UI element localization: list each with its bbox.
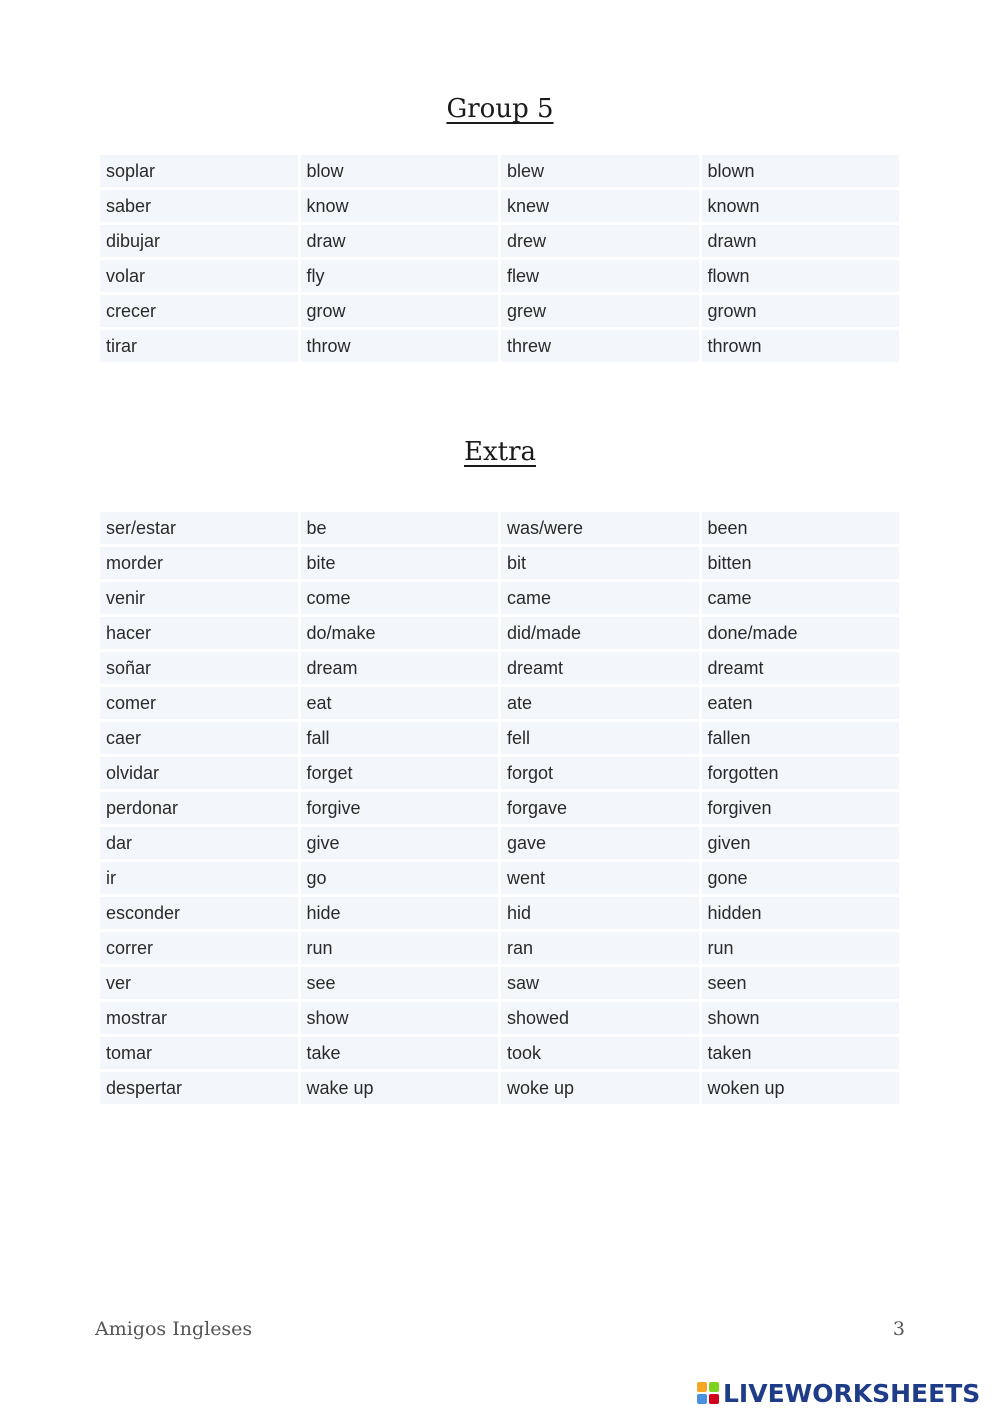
table-cell: despertar xyxy=(100,1072,298,1104)
table-cell: seen xyxy=(702,967,900,999)
table-cell: be xyxy=(301,512,499,544)
table-cell: forgiven xyxy=(702,792,900,824)
table-cell: given xyxy=(702,827,900,859)
table-cell: done/made xyxy=(702,617,900,649)
table-row xyxy=(100,155,899,187)
footer-book-title: Amigos Ingleses xyxy=(95,1318,253,1340)
extra-table xyxy=(97,509,902,1107)
table-cell: fall xyxy=(301,722,499,754)
table-cell: went xyxy=(501,862,699,894)
table-cell: eat xyxy=(301,687,499,719)
table-cell: bit xyxy=(501,547,699,579)
table-cell: soñar xyxy=(100,652,298,684)
table-row xyxy=(100,827,899,859)
table-cell: dibujar xyxy=(100,225,298,257)
table-row xyxy=(100,512,899,544)
table-cell: saber xyxy=(100,190,298,222)
table-cell: gone xyxy=(702,862,900,894)
table-cell: perdonar xyxy=(100,792,298,824)
table-cell: draw xyxy=(301,225,499,257)
table-cell: thrown xyxy=(702,330,900,362)
table-cell: came xyxy=(501,582,699,614)
table-row xyxy=(100,1072,899,1104)
table-row xyxy=(100,547,899,579)
table-row xyxy=(100,1002,899,1034)
table-cell: grow xyxy=(301,295,499,327)
table-cell: woke up xyxy=(501,1072,699,1104)
table-cell: correr xyxy=(100,932,298,964)
table-cell: took xyxy=(501,1037,699,1069)
table-cell: grew xyxy=(501,295,699,327)
table-cell: forgave xyxy=(501,792,699,824)
logo-square-3 xyxy=(697,1394,707,1404)
table-cell: give xyxy=(301,827,499,859)
table-cell: threw xyxy=(501,330,699,362)
table-cell: showed xyxy=(501,1002,699,1034)
table-cell: flew xyxy=(501,260,699,292)
table-cell: forgive xyxy=(301,792,499,824)
table-cell: been xyxy=(702,512,900,544)
table-row xyxy=(100,1037,899,1069)
table-cell: shown xyxy=(702,1002,900,1034)
table-cell: ir xyxy=(100,862,298,894)
table-cell: knew xyxy=(501,190,699,222)
table-row xyxy=(100,932,899,964)
table-cell: did/made xyxy=(501,617,699,649)
table-cell: tomar xyxy=(100,1037,298,1069)
table-cell: soplar xyxy=(100,155,298,187)
table-row xyxy=(100,897,899,929)
table-cell: dreamt xyxy=(501,652,699,684)
table-row xyxy=(100,260,899,292)
table-cell: take xyxy=(301,1037,499,1069)
table-cell: bite xyxy=(301,547,499,579)
liveworksheets-logo-icon xyxy=(697,1382,719,1404)
table-cell: go xyxy=(301,862,499,894)
table-row xyxy=(100,582,899,614)
table-cell: known xyxy=(702,190,900,222)
table-cell: run xyxy=(702,932,900,964)
page-number: 3 xyxy=(892,1318,905,1340)
table-cell: hidden xyxy=(702,897,900,929)
table-cell: hacer xyxy=(100,617,298,649)
table-cell: tirar xyxy=(100,330,298,362)
table-row xyxy=(100,967,899,999)
table-cell: ver xyxy=(100,967,298,999)
table-cell: wake up xyxy=(301,1072,499,1104)
table-cell: grown xyxy=(702,295,900,327)
table-cell: flown xyxy=(702,260,900,292)
table-row xyxy=(100,330,899,362)
table-cell: comer xyxy=(100,687,298,719)
table-cell: morder xyxy=(100,547,298,579)
table-cell: fly xyxy=(301,260,499,292)
table-cell: saw xyxy=(501,967,699,999)
table-cell: dar xyxy=(100,827,298,859)
table-cell: fallen xyxy=(702,722,900,754)
table-row xyxy=(100,617,899,649)
table-row xyxy=(100,722,899,754)
table-row xyxy=(100,225,899,257)
liveworksheets-logo[interactable] xyxy=(697,1378,980,1408)
table-cell: hid xyxy=(501,897,699,929)
table-cell: throw xyxy=(301,330,499,362)
table-cell: mostrar xyxy=(100,1002,298,1034)
extra-title: Extra xyxy=(463,437,537,467)
table-cell: hide xyxy=(301,897,499,929)
table-cell: came xyxy=(702,582,900,614)
table-cell: blown xyxy=(702,155,900,187)
table-cell: taken xyxy=(702,1037,900,1069)
table-cell: eaten xyxy=(702,687,900,719)
table-cell: blew xyxy=(501,155,699,187)
table-row xyxy=(100,757,899,789)
table-cell: forgot xyxy=(501,757,699,789)
table-row xyxy=(100,652,899,684)
group5-table xyxy=(97,152,902,365)
table-cell: was/were xyxy=(501,512,699,544)
table-cell: see xyxy=(301,967,499,999)
table-row xyxy=(100,295,899,327)
table-cell: volar xyxy=(100,260,298,292)
table-cell: come xyxy=(301,582,499,614)
table-cell: do/make xyxy=(301,617,499,649)
table-row xyxy=(100,862,899,894)
table-cell: drawn xyxy=(702,225,900,257)
logo-text: LIVEWORKSHEETS xyxy=(723,1378,981,1408)
table-cell: know xyxy=(301,190,499,222)
logo-square-4 xyxy=(709,1394,719,1404)
table-cell: caer xyxy=(100,722,298,754)
table-cell: blow xyxy=(301,155,499,187)
logo-square-2 xyxy=(709,1382,719,1392)
table-cell: ran xyxy=(501,932,699,964)
table-row xyxy=(100,190,899,222)
table-cell: dreamt xyxy=(702,652,900,684)
table-cell: forget xyxy=(301,757,499,789)
table-cell: run xyxy=(301,932,499,964)
table-cell: bitten xyxy=(702,547,900,579)
table-cell: gave xyxy=(501,827,699,859)
group5-title: Group 5 xyxy=(446,94,554,124)
table-cell: ate xyxy=(501,687,699,719)
table-cell: olvidar xyxy=(100,757,298,789)
table-cell: forgotten xyxy=(702,757,900,789)
table-cell: show xyxy=(301,1002,499,1034)
table-cell: esconder xyxy=(100,897,298,929)
table-cell: venir xyxy=(100,582,298,614)
table-cell: dream xyxy=(301,652,499,684)
table-cell: crecer xyxy=(100,295,298,327)
table-cell: woken up xyxy=(702,1072,900,1104)
table-cell: ser/estar xyxy=(100,512,298,544)
table-row xyxy=(100,792,899,824)
table-cell: drew xyxy=(501,225,699,257)
table-row xyxy=(100,687,899,719)
table-cell: fell xyxy=(501,722,699,754)
logo-square-1 xyxy=(697,1382,707,1392)
